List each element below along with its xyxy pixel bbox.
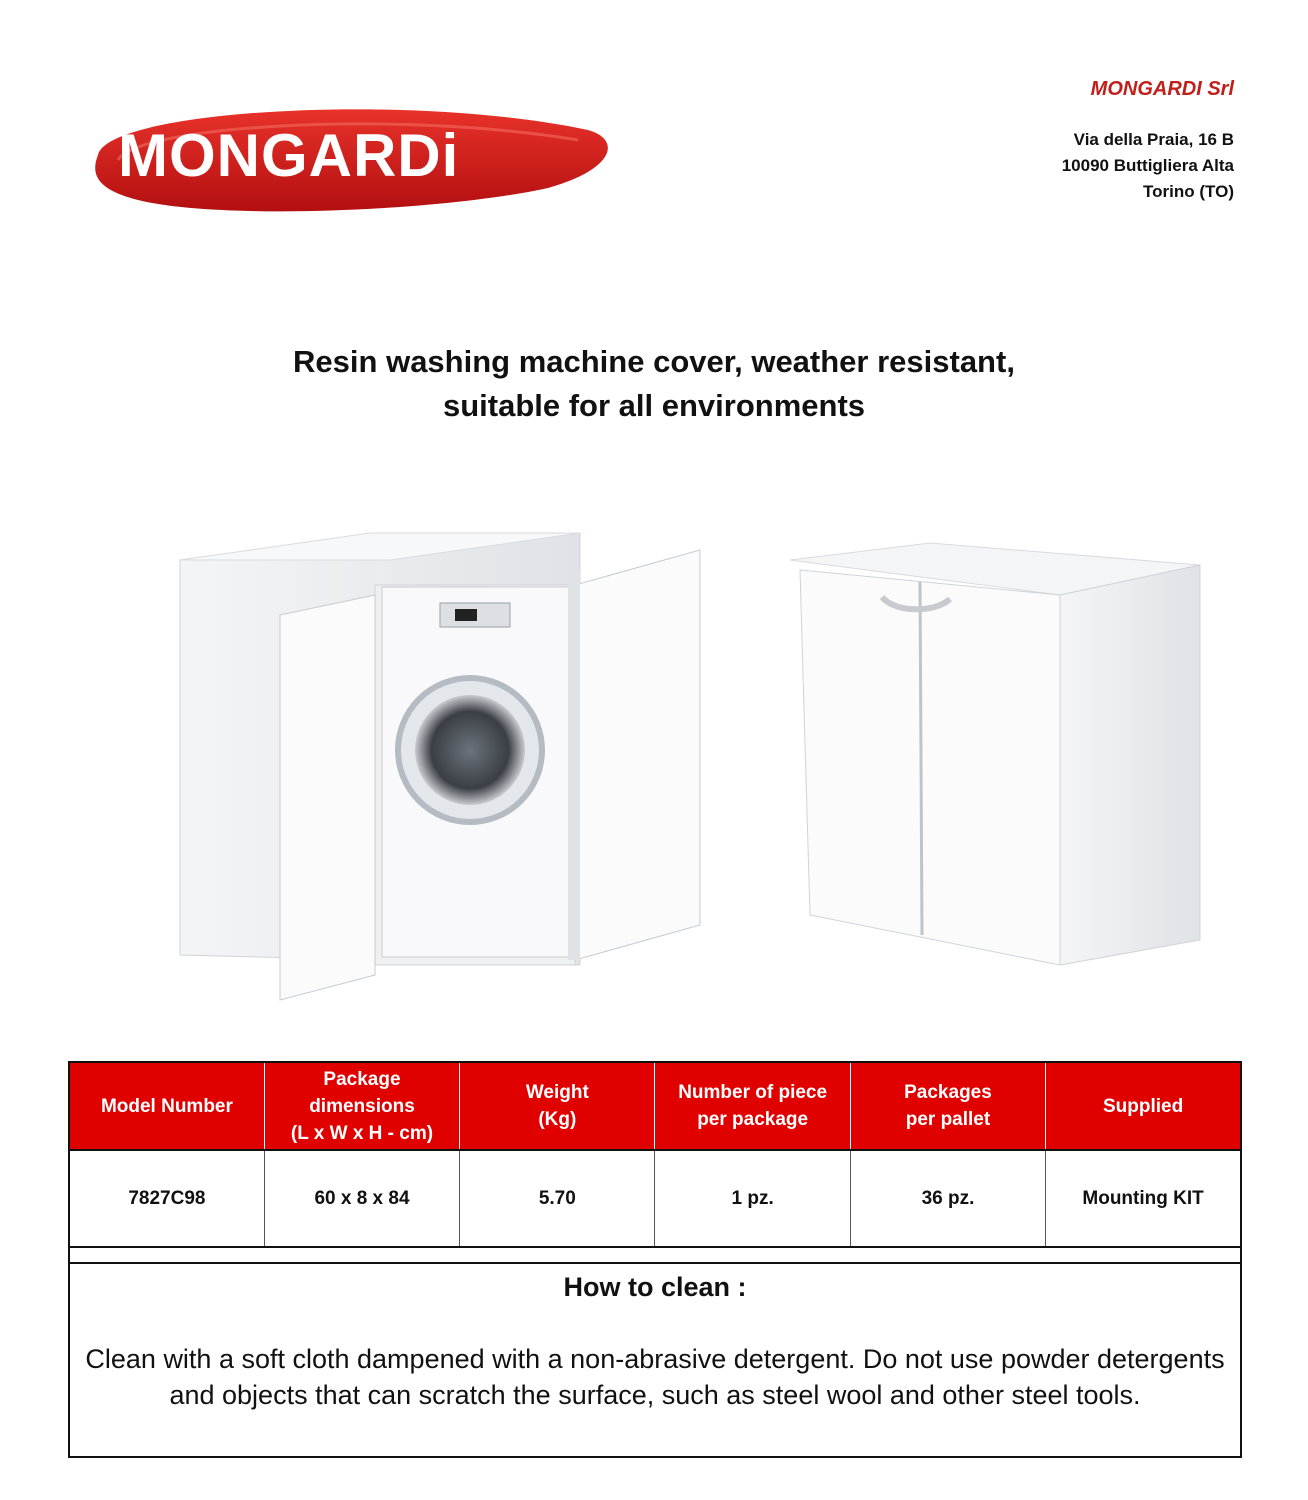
table-spacer bbox=[68, 1248, 1242, 1262]
header-model-number: Model Number bbox=[69, 1062, 264, 1150]
address-street: Via della Praia, 16 B bbox=[1073, 130, 1234, 149]
svg-text:MONGARDi: MONGARDi bbox=[118, 122, 460, 189]
address-city: 10090 Buttigliera Alta bbox=[1061, 156, 1234, 175]
header-package-dimensions: Package dimensions (L x W x H - cm) bbox=[264, 1062, 459, 1150]
title-line-2: suitable for all environments bbox=[442, 388, 866, 423]
open-cabinet-image bbox=[180, 533, 700, 1000]
table-row bbox=[69, 1150, 1241, 1247]
closed-cabinet-image bbox=[790, 543, 1200, 965]
address-province: Torino (TO) bbox=[1143, 182, 1234, 201]
cell-package-dimensions: 60 x 8 x 84 bbox=[264, 1150, 459, 1247]
company-name: MONGARDI Srl bbox=[1090, 78, 1234, 100]
cell-supplied: Mounting KIT bbox=[1046, 1150, 1241, 1247]
cleaning-title: How to clean : bbox=[563, 1272, 747, 1302]
spec-table bbox=[68, 1061, 1242, 1248]
header-supplied: Supplied bbox=[1046, 1062, 1241, 1150]
product-photos bbox=[170, 525, 1210, 1015]
header-packages-per-pallet: Packages per pallet bbox=[850, 1062, 1045, 1150]
header-weight: Weight (Kg) bbox=[460, 1062, 655, 1150]
table-header-row bbox=[69, 1062, 1241, 1150]
cell-packages-per-pallet: 36 pz. bbox=[850, 1150, 1045, 1247]
cleaning-text: Clean with a soft cloth dampened with a non-abrasive detergent. Do not use powder detergents and objects that can scratch the surface, such as steel wool and other steel tools. bbox=[85, 1344, 1225, 1410]
mongardi-logo bbox=[78, 100, 618, 218]
cell-weight: 5.70 bbox=[460, 1150, 655, 1247]
title-line-1: Resin washing machine cover, weather resistant, bbox=[293, 344, 1015, 379]
product-title bbox=[0, 340, 1308, 428]
cell-model-number: 7827C98 bbox=[69, 1150, 264, 1247]
company-info bbox=[1062, 78, 1234, 205]
header-pieces-per-package: Number of piece per package bbox=[655, 1062, 850, 1150]
cell-pieces-per-package: 1 pz. bbox=[655, 1150, 850, 1247]
cleaning-section bbox=[68, 1262, 1242, 1458]
